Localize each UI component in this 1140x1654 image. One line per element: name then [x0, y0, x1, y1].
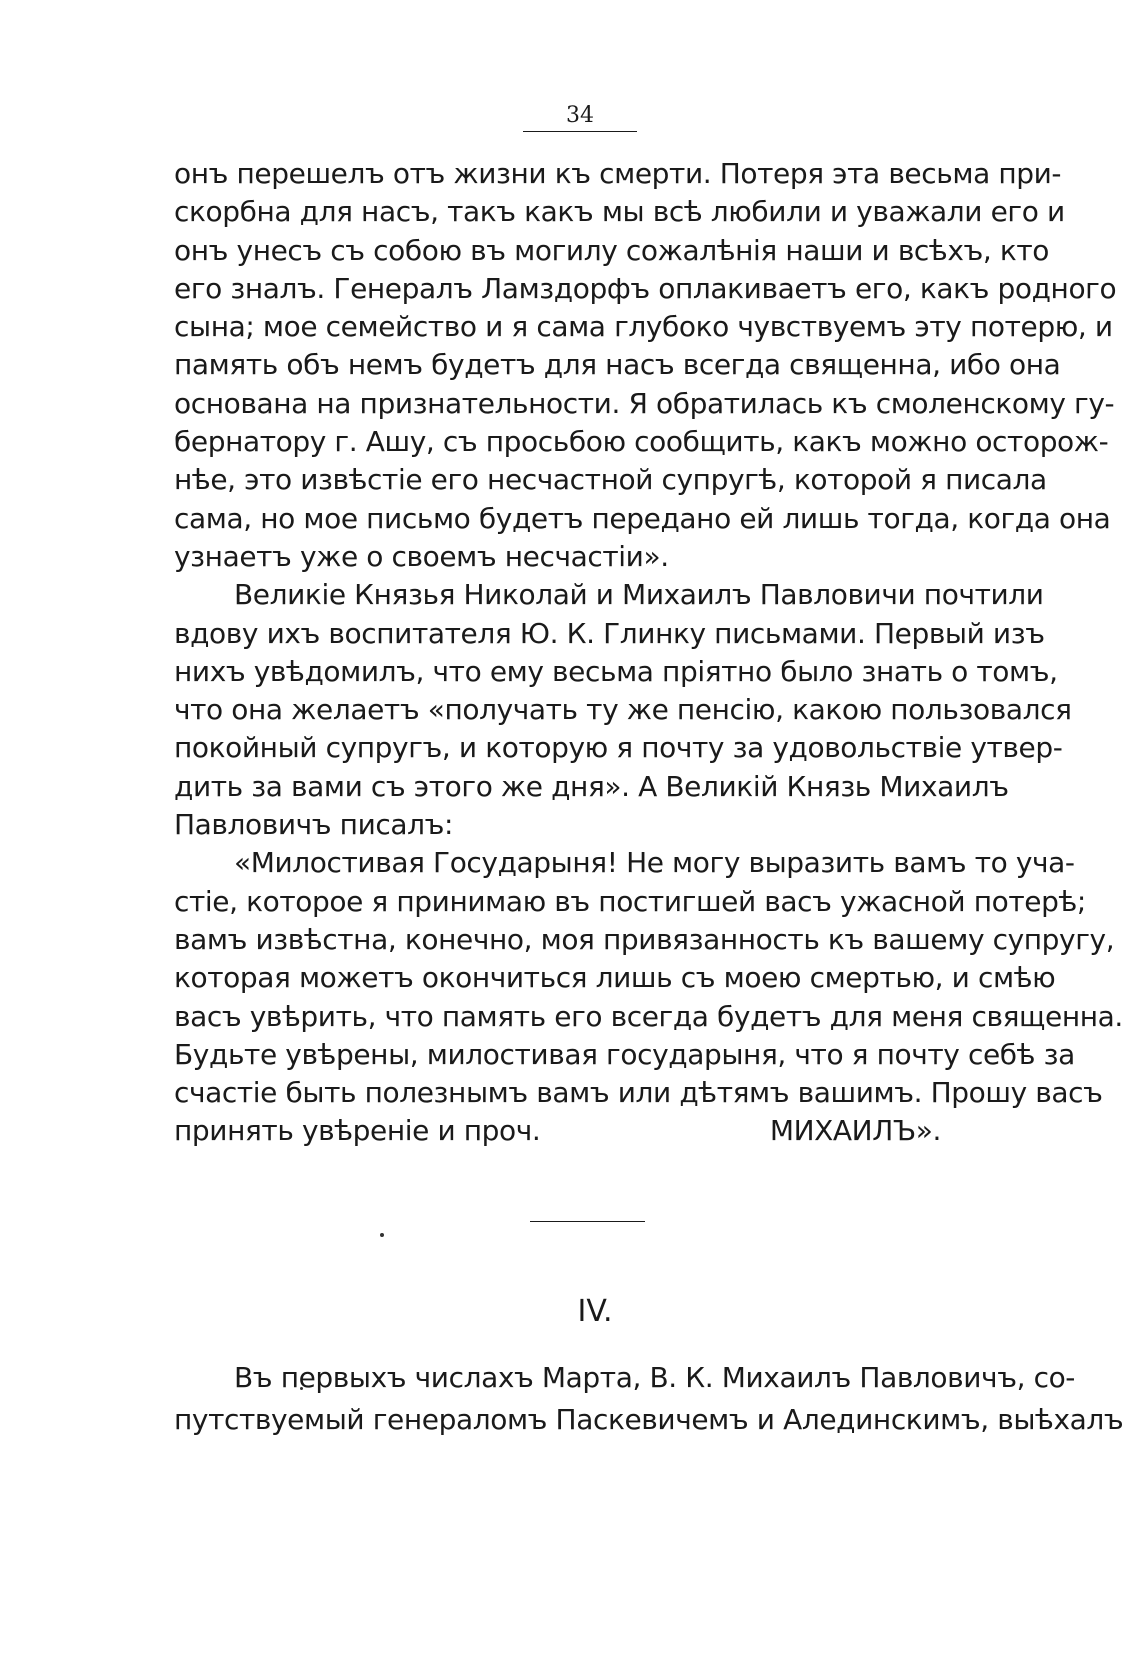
text-line: Павловичъ писалъ: — [174, 808, 454, 842]
text-line: бернатору г. Ашу, съ просьбою сообщить, какъ можно осторож- — [174, 425, 1109, 459]
text-line: сына; мое семейство и я сама глубоко чувствуемъ эту потерю, и — [174, 310, 1113, 344]
section-heading: IV. — [577, 1294, 613, 1329]
text-line: онъ перешелъ отъ жизни къ смерти. Потеря эта весьма при- — [174, 157, 1062, 190]
text-line: васъ увѣрить, что память его всегда будетъ для меня священна. — [174, 999, 1123, 1033]
text-line: Великіе Князья Николай и Михаилъ Павловичи почтили — [234, 578, 1044, 612]
page-number: 34 — [566, 103, 594, 128]
text-line: нѣе, это извѣстіе его несчастной супругѣ, которой я писала — [174, 463, 1047, 497]
text-line: память объ немъ будетъ для насъ всегда священна, ибо она — [174, 348, 1061, 382]
section-text — [174, 1357, 1124, 1441]
text-line: «Милостивая Государыня! Не могу выразить вамъ то уча- — [234, 846, 1075, 880]
text-line: узнаетъ уже о своемъ несчастіи». — [174, 539, 669, 573]
text-line: которая можетъ окончиться лишь съ моею смертью, и смѣю — [174, 961, 1056, 995]
text-line: путствуемый генераломъ Паскевичемъ и Алединскимъ, выѣхалъ — [174, 1403, 1124, 1436]
text-line: Будьте увѣрены, милостивая государыня, что я почту себѣ за — [174, 1037, 1075, 1071]
body-text — [174, 155, 1123, 1151]
text-line: что она желаетъ «получать ту же пенсію, какою пользовался — [174, 693, 1072, 727]
text-line: вдову ихъ воспитателя Ю. К. Глинку письмами. Первый изъ — [174, 616, 1045, 650]
paragraph-3-letter — [174, 844, 1123, 1150]
text-line: вамъ извѣстна, конечно, моя привязанность къ вашему супругу, — [174, 922, 1115, 956]
text-line: скорбна для насъ, такъ какъ мы всѣ любили и уважали его и — [174, 195, 1065, 229]
text-line: его зналъ. Генералъ Ламздорфъ оплакиваетъ его, какъ родного — [174, 271, 1117, 305]
text-line: основана на признательности. Я обратилась къ смоленскому гу- — [174, 386, 1115, 420]
print-speck — [380, 1233, 384, 1237]
text-line: сама, но мое письмо будетъ передано ей лишь тогда, когда она — [174, 501, 1111, 535]
text-line: покойный супругъ, и которую я почту за удовольствіе утвер- — [174, 731, 1063, 765]
text-line: стіе, которое я принимаю въ постигшей васъ ужасной потерѣ; — [174, 884, 1086, 918]
text-line: онъ унесъ съ собою въ могилу сожалѣнія наши и всѣхъ, кто — [174, 233, 1050, 267]
section-divider — [530, 1221, 645, 1222]
paragraph-1 — [174, 155, 1117, 576]
closing-line — [174, 1112, 999, 1150]
text-line: дить за вами съ этого же дня». А Великій Князь Михаилъ — [174, 769, 1009, 803]
paragraph-2 — [174, 576, 1072, 844]
page-number-rule — [523, 131, 637, 132]
text-line: счастіе быть полезнымъ вамъ или дѣтямъ вашимъ. Прошу васъ — [174, 1076, 1103, 1110]
signature: МИХАИЛЪ». — [769, 1114, 941, 1148]
closing-text: принять увѣреніе и проч. — [174, 1114, 541, 1148]
text-line: Въ первыхъ числахъ Марта, В. К. Михаилъ Павловичъ, со- — [234, 1361, 1076, 1394]
text-line: нихъ увѣдомилъ, что ему весьма пріятно было знать о томъ, — [174, 654, 1058, 688]
